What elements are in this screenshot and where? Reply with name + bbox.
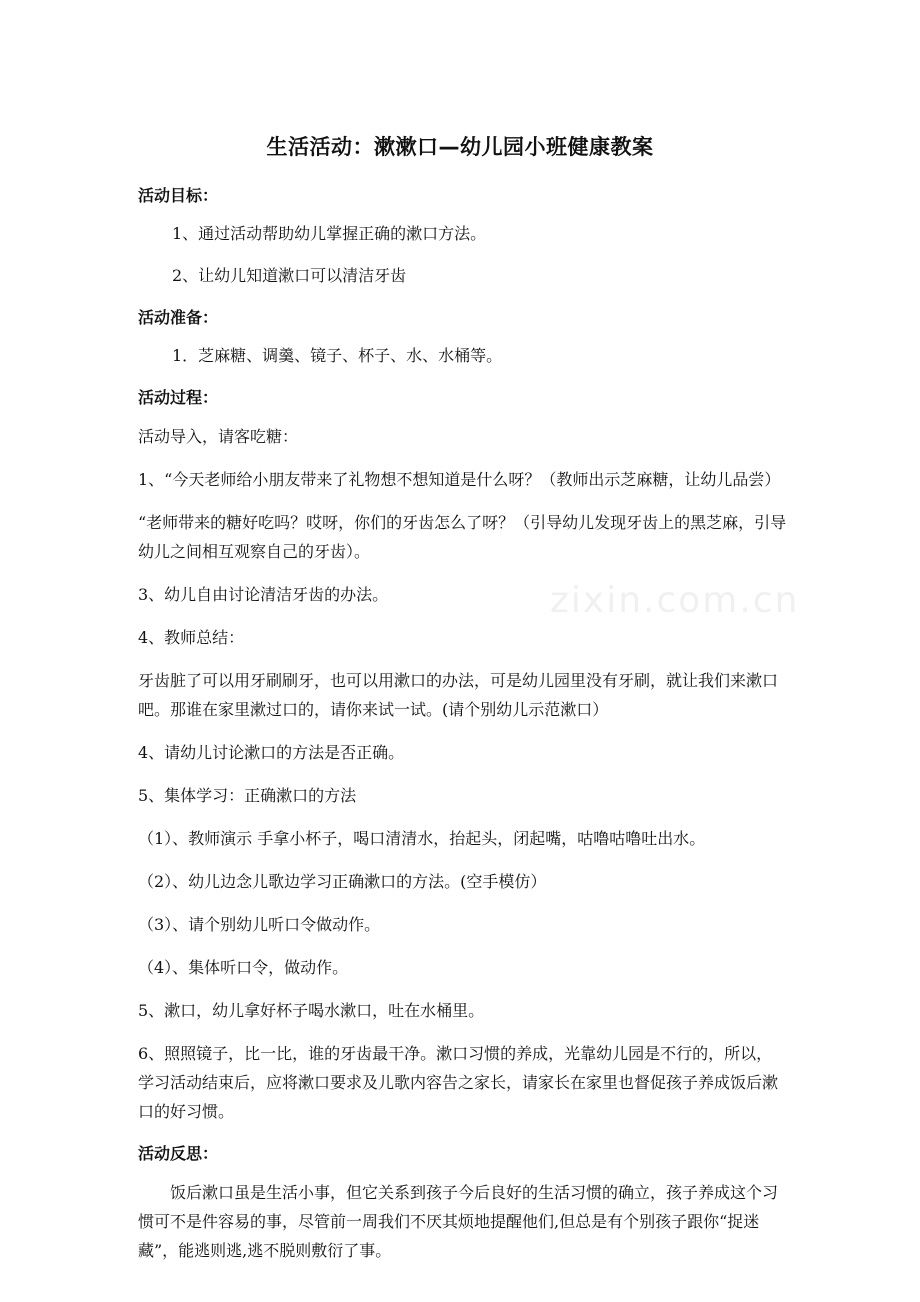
process-paragraph: 5、漱口，幼儿拿好杯子喝水漱口，吐在水桶里。 xyxy=(138,1001,485,1020)
prep-item: 1．芝麻糖、调羹、镜子、杯子、水、水桶等。 xyxy=(172,346,503,365)
process-paragraph: 3、幼儿自由讨论清洁牙齿的办法。 xyxy=(138,585,389,604)
process-paragraph: 6、照照镜子，比一比，谁的牙齿最干净。漱口习惯的养成，光靠幼儿园是不行的，所以，学习活动结束后，应将漱口要求及儿歌内容告之家长，请家长在家里也督促孩子养成饭后漱口的好习惯。 xyxy=(138,1044,779,1121)
document-body xyxy=(138,182,788,1279)
process-paragraph: 活动导入，请客吃糖： xyxy=(138,427,299,446)
watermark: zixin.com.cn xyxy=(550,580,800,621)
process-paragraph: 4、请幼儿讨论漱口的方法是否正确。 xyxy=(138,743,405,762)
reflection-heading: 活动反思： xyxy=(138,1144,219,1163)
process-paragraph: （3）、请个别幼儿听口令做动作。 xyxy=(138,915,381,934)
reflection-paragraph: 饭后漱口虽是生活小事，但它关系到孩子今后良好的生活习惯的确立，孩子养成这个习惯可不是件容易的事，尽管前一周我们不厌其烦地提醒他们,但总是有个别孩子跟你“捉迷藏”，能逃则逃,逃不脱则敷衍了事。 xyxy=(138,1183,779,1260)
process-paragraph: 4、教师总结： xyxy=(138,628,245,647)
process-paragraph: （1）、教师演示 手拿小杯子，喝口清清水，抬起头，闭起嘴，咕噜咕噜吐出水。 xyxy=(138,829,706,848)
process-paragraph: （2）、幼儿边念儿歌边学习正确漱口的方法。(空手模仿） xyxy=(138,872,547,891)
goal-item: 2、让幼儿知道漱口可以清洁牙齿 xyxy=(172,266,407,285)
goal-item: 1、通过活动帮助幼儿掌握正确的漱口方法。 xyxy=(172,224,487,243)
process-paragraph: （4）、集体听口令，做动作。 xyxy=(138,958,349,977)
prep-heading: 活动准备： xyxy=(138,308,219,327)
process-paragraph: “老师带来的糖好吃吗？哎呀，你们的牙齿怎么了呀？（引导幼儿发现牙齿上的黑芝麻，引导幼儿之间相互观察自己的牙齿）。 xyxy=(138,513,787,561)
process-paragraph: 1、“今天老师给小朋友带来了礼物想不想知道是什么呀？（教师出示芝麻糖，让幼儿品尝） xyxy=(138,470,781,489)
document-title: 生活活动：漱漱口—幼儿园小班健康教案 xyxy=(266,135,654,159)
process-heading: 活动过程： xyxy=(138,388,219,407)
process-paragraph: 牙齿脏了可以用牙刷刷牙，也可以用漱口的办法，可是幼儿园里没有牙刷，就让我们来漱口吧。那谁在家里漱过口的，请你来试一试。(请个别幼儿示范漱口） xyxy=(138,671,779,719)
goals-heading: 活动目标： xyxy=(138,186,219,205)
process-paragraph: 5、集体学习：正确漱口的方法 xyxy=(138,786,357,805)
